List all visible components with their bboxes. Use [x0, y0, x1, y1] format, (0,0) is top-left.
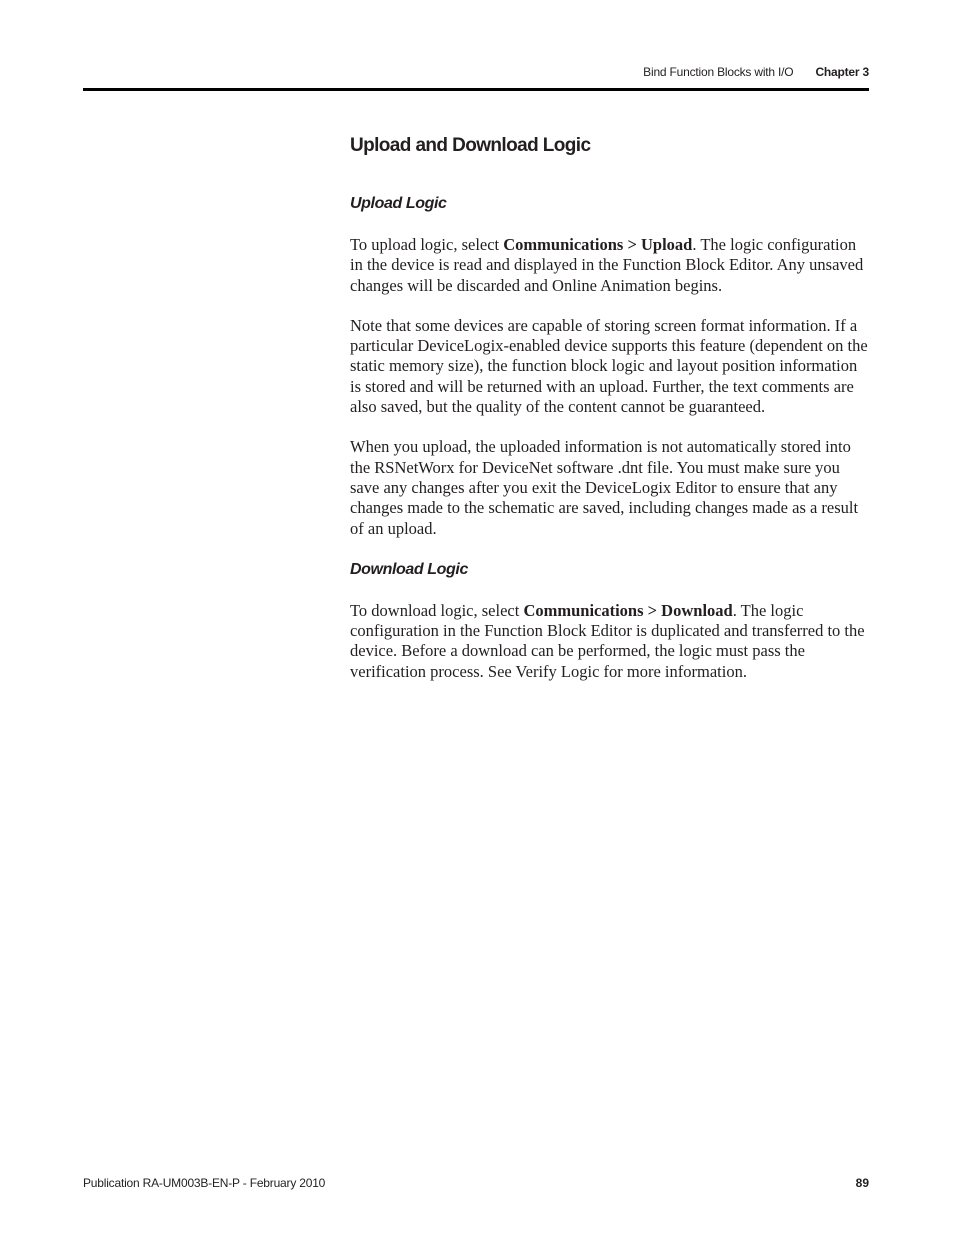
upload-p1-text-after: . The logic configuration in the device is read and displayed in the Function Block Editor. Any unsaved changes will be discarded and Online Animation begins. — [350, 235, 864, 295]
download-p1-text-before: To download logic, select — [350, 600, 524, 620]
upload-p1-text-before: To upload logic, select — [350, 235, 504, 254]
section-title: Upload and Download Logic — [350, 135, 591, 156]
download-logic-heading: Download Logic — [350, 560, 468, 578]
footer-page-number: 89 — [855, 1176, 869, 1190]
download-paragraph-1 — [350, 601, 868, 682]
upload-paragraph-1 — [350, 235, 868, 296]
upload-logic-heading: Upload Logic — [350, 195, 447, 212]
header-chapter-label: Chapter 3 — [815, 65, 869, 79]
upload-paragraph-2: Note that some devices are capable of storing screen format information. If a particular DeviceLogix-enabled device supports this feature (dependent on the static memory size), the function block logic and layout position information is stored and will be returned with an upload. Further, the text comments are also saved, but the quality of the content cannot be guaranteed. — [350, 315, 868, 417]
download-p1-text-after: . The logic configuration in the Function Block Editor is duplicated and transferred to the device. Before a download can be performed, the logic must pass the verification process. See Verify Logic for more information. — [350, 600, 865, 681]
upload-paragraph-3: When you upload, the uploaded information is not automatically stored into the RSNetWorx for DeviceNet software .dnt file. You must make sure you save any changes after you exit the DeviceLogix Editor to ensure that any changes made to the schematic are saved, including changes made as a result of an upload. — [350, 437, 859, 538]
upload-menu-path: Communications > Upload — [503, 235, 693, 254]
header-rule — [83, 88, 869, 91]
page-content — [350, 133, 868, 702]
header-section-title: Bind Function Blocks with I/O — [643, 65, 794, 79]
download-menu-path: Communications > Download — [523, 600, 733, 620]
running-header — [643, 65, 869, 79]
footer-publication: Publication RA-UM003B-EN-P - February 2010 — [83, 1176, 326, 1190]
